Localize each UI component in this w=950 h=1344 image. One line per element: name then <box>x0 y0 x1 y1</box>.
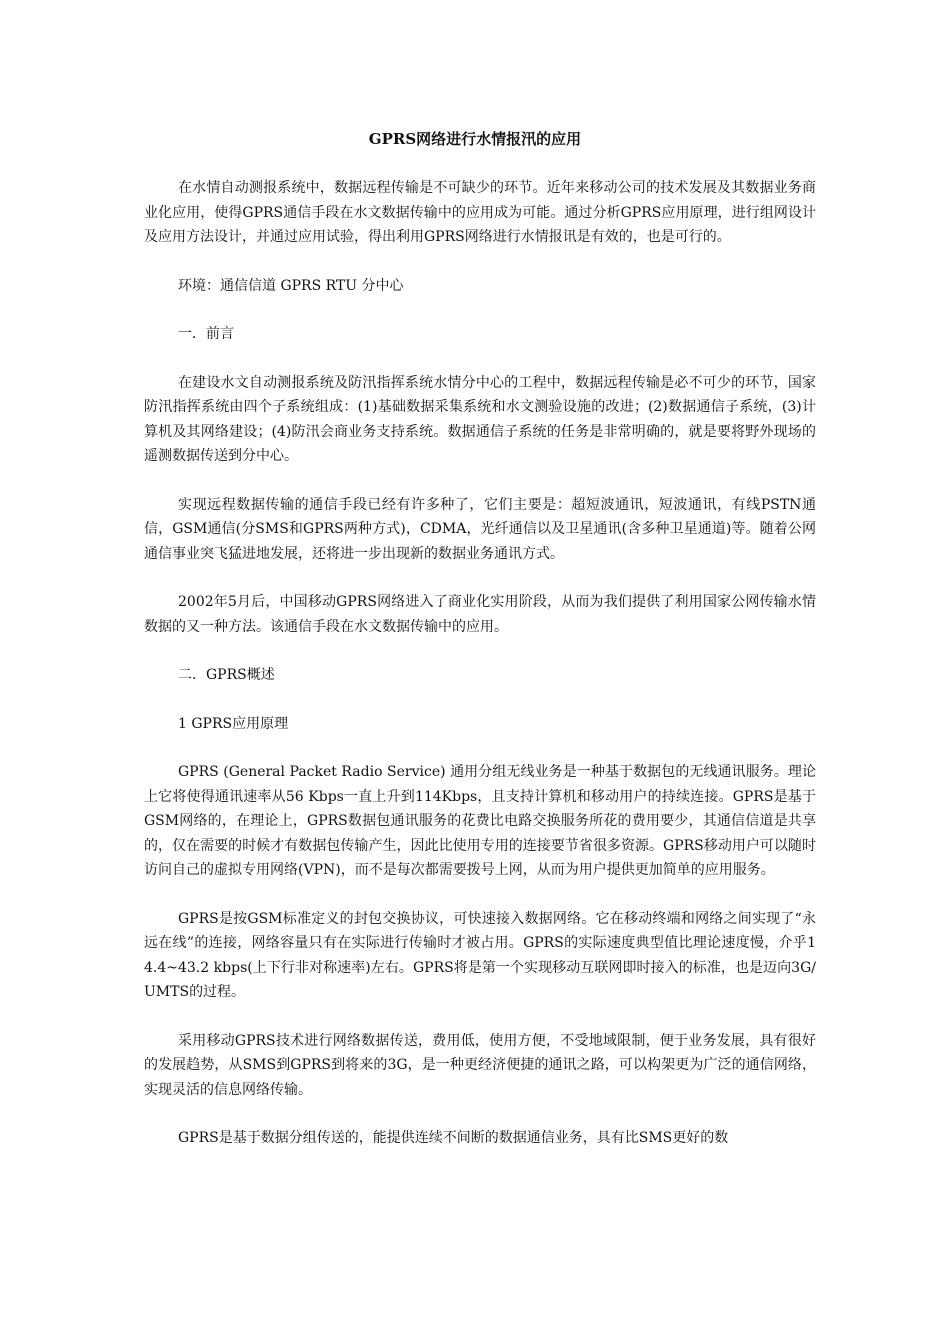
paragraph-keywords: 环境：通信信道 GPRS RTU 分中心 <box>178 277 404 294</box>
paragraph-preface-3: 2002年5月后，中国移动GPRS网络进入了商业化实用阶段，从而为我们提供了利用国家公网传输水情数据的又一种方法。该通信手段在水文数据传输中的应用。 <box>144 594 816 635</box>
paragraph-gprs-1: GPRS (General Packet Radio Service) 通用分组无线业务是一种基于数据包的无线通讯服务。理论上它将使得通讯速率从56 Kbps一直上升到114Kbps，且支持计算机和移动用户的持续连接。GPRS是基于GSM网络的，在理论上，GPRS数据包通讯服务的花费比电路交换服务所花的费用要少，其通信信道是共享的，仅在需要的时候才有数据包传输产生，因此比使用专用的连接要节省很多资源。GPRS移动用户可以随时访问自己的虚拟专用网络(VPN)，而不是每次都需要拨号上网，从而为用户提供更加简单的应用服务。 <box>144 764 816 878</box>
document-title: GPRS网络进行水情报汛的应用 <box>368 130 582 148</box>
subsection-heading-gprs-principle: 1 GPRS应用原理 <box>178 715 289 732</box>
paragraph-abstract: 在水情自动测报系统中，数据远程传输是不可缺少的环节。近年来移动公司的技术发展及其数据业务商业化应用，使得GPRS通信手段在水文数据传输中的应用成为可能。通过分析GPRS应用原理，进行组网设计及应用方法设计，并通过应用试验，得出利用GPRS网络进行水情报讯是有效的，也是可行的。 <box>144 180 816 245</box>
section-heading-gprs-overview: 二．GPRS概述 <box>178 667 275 683</box>
paragraph-gprs-2: GPRS是按GSM标准定义的封包交换协议，可快速接入数据网络。它在移动终端和网络之间实现了“永远在线”的连接，网络容量只有在实际进行传输时才被占用。GPRS的实际速度典型值比理论速度慢，介乎14.4~43.2 kbps(上下行非对称速率)左右。GPRS将是第一个实现移动互联网即时接入的标准，也是迈向3G/UMTS的过程。 <box>144 910 816 1000</box>
paragraph-preface-1: 在建设水文自动测报系统及防汛指挥系统水情分中心的工程中，数据远程传输是必不可少的环节，国家防汛指挥系统由四个子系统组成：(1)基础数据采集系统和水文测验设施的改进；(2)数据通信子系统，(3)计算机及其网络建设；(4)防汛会商业务支持系统。数据通信子系统的任务是非常明确的，就是要将野外现场的遥测数据传送到分中心。 <box>144 374 816 464</box>
paragraph-gprs-4: GPRS是基于数据分组传送的，能提供连续不间断的数据通信业务，具有比SMS更好的数 <box>178 1130 729 1146</box>
section-heading-preface: 一．前言 <box>178 326 234 342</box>
document-body <box>144 176 816 1175</box>
paragraph-gprs-3: 采用移动GPRS技术进行网络数据传送，费用低，使用方便，不受地域限制，便于业务发展，具有很好的发展趋势，从SMS到GPRS到将来的3G，是一种更经济便捷的通讯之路，可以构架更为广泛的通信网络，实现灵活的信息网络传输。 <box>144 1032 816 1098</box>
paragraph-preface-2: 实现远程数据传输的通信手段已经有许多种了，它们主要是：超短波通讯，短波通讯，有线PSTN通信，GSM通信(分SMS和GPRS两种方式)，CDMA，光纤通信以及卫星通讯(含多种卫星通道)等。随着公网通信事业突飞猛进地发展，还将进一步出现新的数据业务通讯方式。 <box>144 496 816 562</box>
